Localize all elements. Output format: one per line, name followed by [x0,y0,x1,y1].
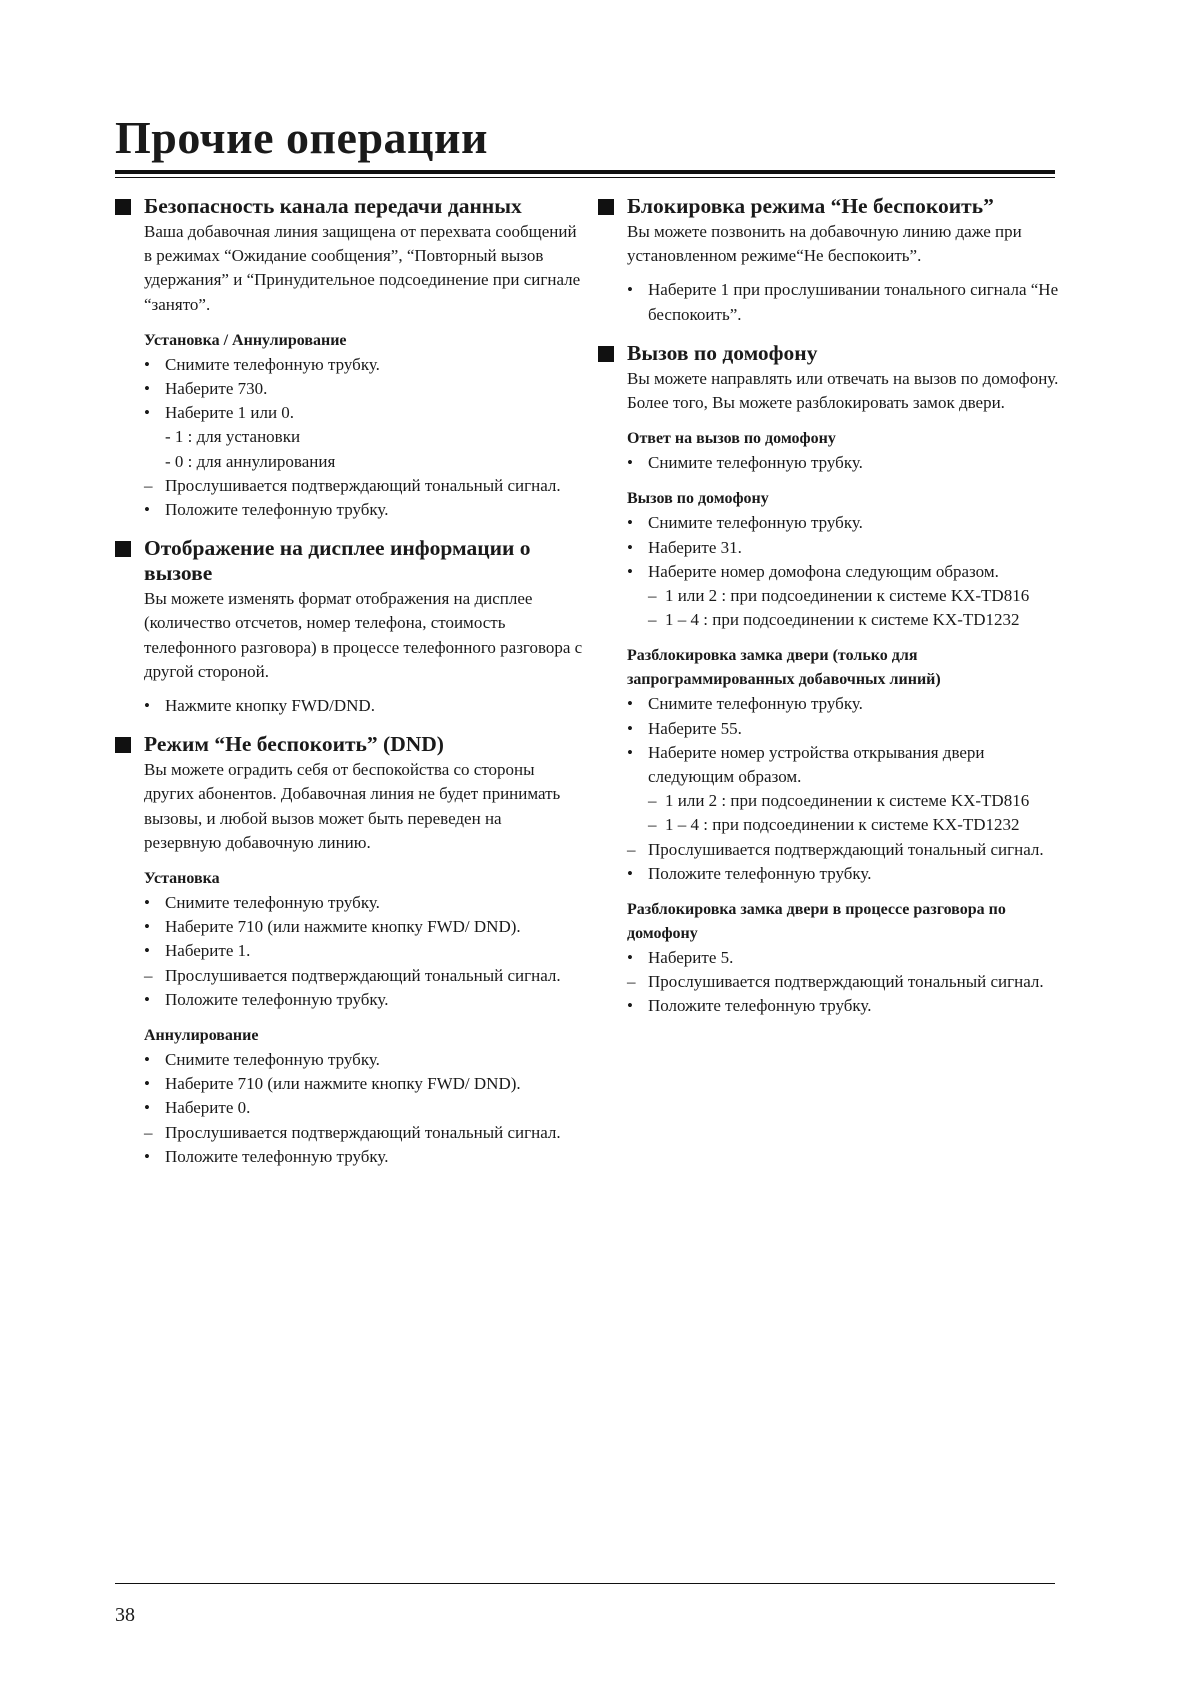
step-list [115,891,583,1012]
step-item: • Наберите 730. [144,377,583,401]
dash-icon: – [144,475,153,495]
step-item: • Снимите телефонную трубку. [144,891,583,915]
bullet-icon: • [144,696,150,716]
title-rule-thin [115,177,1055,178]
step-list [115,1048,583,1169]
step-item: • Положите телефонную трубку. [144,1145,583,1169]
step-item: • Снимите телефонную трубку. [627,451,1060,475]
section-dnd [115,732,583,1169]
bullet-icon: • [144,403,150,423]
dash-icon: – [648,586,657,606]
section-body: Вы можете позвонить на добавочную линию даже при установленном режиме“Не беспокоить”. [627,222,1022,266]
step-item: • Нажмите кнопку FWD/DND. [144,694,583,718]
step-item: • Наберите 1 при прослушивании тонального сигнала “Не беспокоить”. [627,280,1059,324]
page-number: 38 [115,1604,135,1626]
option-item: - 0 : для аннулирования [165,451,336,471]
step-item: • Наберите 31. [627,536,1060,560]
section-body: Вы можете направлять или отвечать на вызов по домофону. Более того, Вы можете разблокировать замок двери. [627,368,1059,413]
step-item: • Положите телефонную трубку. [627,994,1060,1018]
subheading: Установка / Аннулирование [144,331,347,349]
title-rule-thick [115,170,1055,174]
section-doorphone [598,341,1060,1019]
bullet-icon: • [144,917,150,937]
step-item: • Наберите номер устройства открывания двери следующим образом. [627,742,985,787]
dash-icon: – [627,839,636,859]
step-item: – Прослушивается подтверждающий тональный сигнал. [144,964,583,988]
dash-icon: – [648,791,657,811]
note-item: – 1 или 2 : при подсоединении к системе KX-TD816 [627,584,1060,608]
step-list [115,353,583,522]
bullet-icon: • [144,354,150,374]
step-item: • Наберите 5. [627,946,1060,970]
dash-icon: – [627,972,636,992]
dash-icon: – [648,610,657,630]
section-body: Ваша добавочная линия защищена от перехвата сообщений в режимах “Ожидание сообщения”, “Повторный вызов удержания” и “Принудительное подсоединение при сигнале “занято”. [144,222,581,314]
note-item: – 1 – 4 : при подсоединении к системе KX-TD1232 [627,608,1060,632]
section-title: Отображение на дисплее информации о вызове [144,536,531,586]
step-list [115,694,583,718]
bullet-icon: • [144,500,150,520]
bullet-icon: • [627,453,633,473]
bullet-icon: • [144,1074,150,1094]
step-item: • Положите телефонную трубку. [144,498,583,522]
dash-icon: – [648,815,657,835]
subheading: Вызов по домофону [627,490,769,508]
subheading: Ответ на вызов по домофону [627,430,836,448]
bullet-icon: • [144,1146,150,1166]
bullet-icon: • [627,863,633,883]
subheading: Разблокировка замка двери (только для запрограммированных добавочных линий) [627,647,941,689]
step-list [598,511,1060,632]
step-item: • Положите телефонную трубку. [144,988,583,1012]
step-item: • Наберите 1. [144,939,583,963]
left-column [115,194,583,1183]
footer-rule [115,1583,1055,1584]
dash-icon: – [144,965,153,985]
step-list [598,451,1060,475]
bullet-icon: • [144,379,150,399]
subheading: Установка [144,870,220,888]
section-body: Вы можете оградить себя от беспокойства со стороны других абонентов. Добавочная линия не будет принимать вызовы, и любой вызов может быть переведен на резервную добавочную линию. [144,760,561,852]
step-item: • Наберите 1 или 0. [144,401,583,425]
bullet-icon: • [144,893,150,913]
step-item: • Снимите телефонную трубку. [627,511,1060,535]
bullet-icon: • [144,989,150,1009]
step-item: • Положите телефонную трубку. [627,862,1060,886]
square-bullet-icon [115,199,131,215]
option-item: - 1 : для установки [165,427,301,447]
square-bullet-icon [115,737,131,753]
section-display [115,536,583,718]
bullet-icon: • [144,1098,150,1118]
bullet-icon: • [627,996,633,1016]
bullet-icon: • [627,513,633,533]
step-item: • Наберите 710 (или нажмите кнопку FWD/ DND). [144,915,583,939]
section-security [115,194,583,522]
bullet-icon: • [144,1050,150,1070]
section-title: Режим “Не беспокоить” (DND) [144,732,444,757]
bullet-icon: • [627,948,633,968]
step-list [598,946,1060,1019]
step-item: – Прослушивается подтверждающий тональный сигнал. [627,838,1060,862]
bullet-icon: • [627,537,633,557]
bullet-icon: • [627,280,633,300]
section-body: Вы можете изменять формат отображения на дисплее (количество отсчетов, номер телефона, стоимость телефонного разговора) в процессе телефонного разговора с другой стороной. [144,589,583,681]
section-title: Блокировка режима “Не беспокоить” [627,194,994,218]
subheading: Разблокировка замка двери в процессе разговора по домофону [627,901,1006,943]
right-column [598,194,1060,1033]
step-item: – Прослушивается подтверждающий тональный сигнал. [144,1121,583,1145]
bullet-icon: • [144,941,150,961]
step-item: • Снимите телефонную трубку. [144,353,583,377]
step-list [598,692,1060,886]
step-item: • Наберите 0. [144,1096,583,1120]
square-bullet-icon [598,346,614,362]
page-title: Прочие операции [115,112,489,163]
bullet-icon: • [627,718,633,738]
bullet-icon: • [627,561,633,581]
step-item: • Снимите телефонную трубку. [627,692,1060,716]
step-list [598,278,1060,326]
subheading: Аннулирование [144,1027,259,1045]
square-bullet-icon [598,199,614,215]
section-title: Безопасность канала передачи данных [144,194,522,218]
bullet-icon: • [627,694,633,714]
dash-icon: – [144,1122,153,1142]
note-item: – 1 или 2 : при подсоединении к системе KX-TD816 [627,789,1060,813]
section-title: Вызов по домофону [627,340,818,365]
step-item: – Прослушивается подтверждающий тональный сигнал. [627,970,1060,994]
step-item: – Прослушивается подтверждающий тональный сигнал. [144,474,583,498]
bullet-icon: • [627,742,633,762]
section-dnd-override [598,194,1060,327]
step-item: • Наберите 710 (или нажмите кнопку FWD/ DND). [144,1072,583,1096]
step-item: • Снимите телефонную трубку. [144,1048,583,1072]
step-item: • Наберите номер домофона следующим образом. [627,560,1060,584]
note-item: – 1 – 4 : при подсоединении к системе KX-TD1232 [627,813,1060,837]
square-bullet-icon [115,541,131,557]
step-item: • Наберите 55. [627,717,1060,741]
